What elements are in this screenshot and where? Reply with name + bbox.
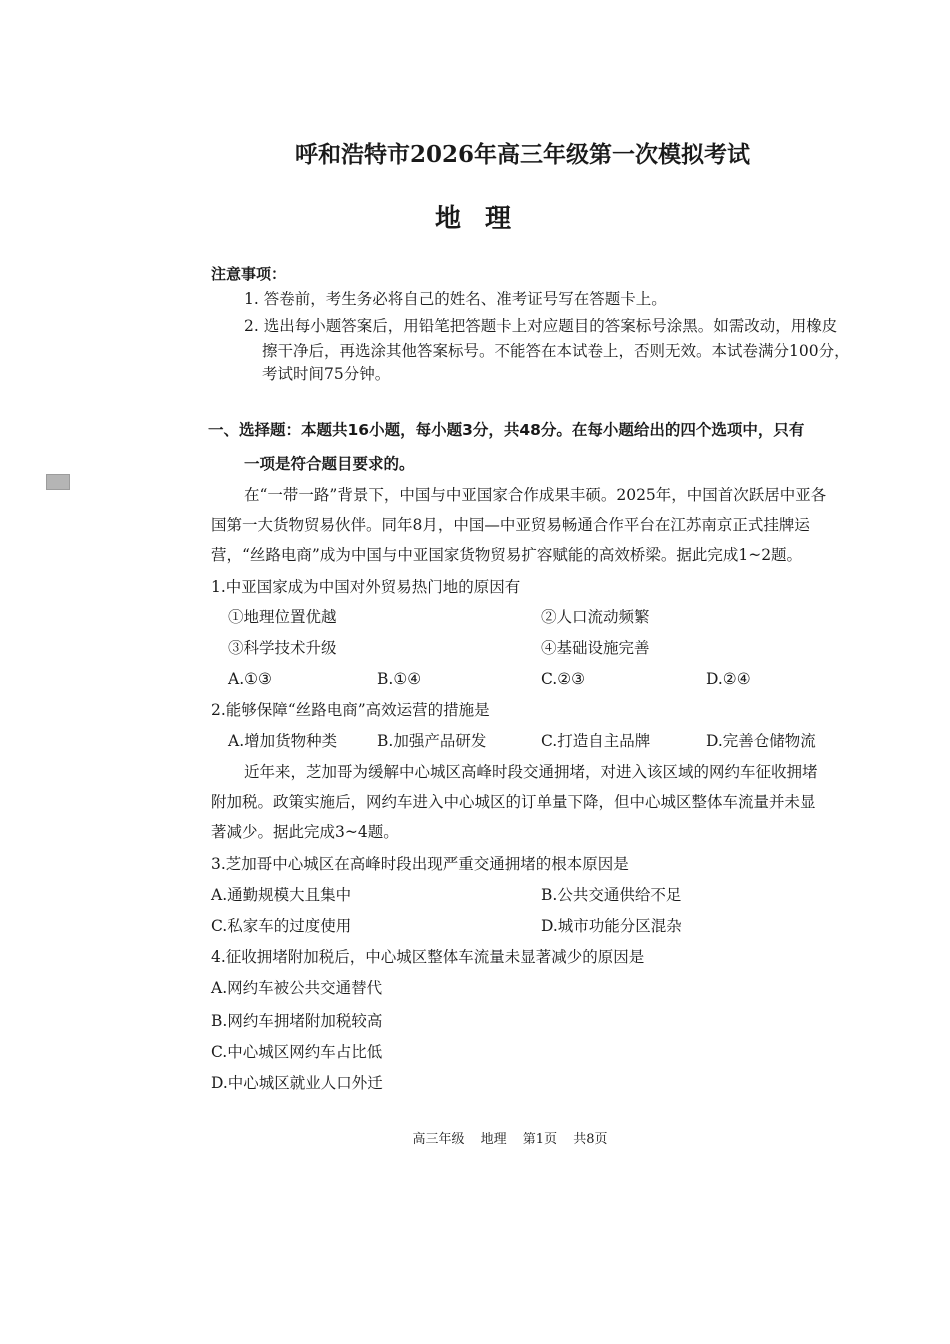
question-2-option-d: D.完善仓储物流	[706, 732, 816, 750]
question-4-option-a: A.网约车被公共交通替代	[211, 979, 383, 997]
question-3-option-b: B.公共交通供给不足	[541, 886, 682, 904]
notice-item-1: 1. 答卷前，考生务必将自己的姓名、准考证号写在答题卡上。	[244, 290, 667, 308]
passage-1-line-3: 营，“丝路电商”成为中国与中亚国家货物贸易扩容赋能的高效桥梁。据此完成1~2题。	[211, 546, 803, 564]
section-heading: 一、选择题：本题共16小题，每小题3分，共48分。在每小题给出的四个选项中，只有	[208, 421, 805, 439]
passage-1-line-1: 在“一带一路”背景下，中国与中亚国家合作成果丰硕。2025年，中国首次跃居中亚各	[244, 486, 827, 504]
passage-1-line-2: 国第一大货物贸易伙伴。同年8月，中国—中亚贸易畅通合作平台在江苏南京正式挂牌运	[211, 516, 810, 534]
exam-title: 呼和浩特市2026年高三年级第一次模拟考试	[294, 141, 750, 168]
footer-subject: 地理	[480, 1132, 507, 1147]
question-1-item-2: ②人口流动频繁	[541, 608, 650, 626]
question-3-option-a: A.通勤规模大且集中	[211, 886, 352, 904]
footer-total-pages: 共8页	[573, 1132, 608, 1147]
question-2-stem: 2.能够保障“丝路电商”高效运营的措施是	[211, 701, 490, 719]
notice-item-2-line-3: 考试时间75分钟。	[262, 365, 391, 383]
footer-page-number: 第1页	[522, 1132, 558, 1147]
passage-2-line-2: 附加税。政策实施后，网约车进入中心城区的订单量下降，但中心城区整体车流量并未显	[211, 793, 816, 811]
question-1-option-b: B.①④	[377, 670, 422, 688]
question-2-option-c: C.打造自主品牌	[541, 732, 651, 750]
scan-artifact	[46, 474, 70, 490]
notice-heading: 注意事项：	[211, 265, 287, 283]
question-3-stem: 3.芝加哥中心城区在高峰时段出现严重交通拥堵的根本原因是	[211, 855, 629, 873]
section-heading-continued: 一项是符合题目要求的。	[244, 455, 415, 473]
question-4-option-b: B.网约车拥堵附加税较高	[211, 1012, 383, 1030]
notice-item-2-line-1: 2. 选出每小题答案后，用铅笔把答题卡上对应题目的答案标号涂黑。如需改动，用橡皮	[244, 317, 838, 335]
notice-item-2-line-2: 擦干净后，再选涂其他答案标号。不能答在本试卷上，否则无效。本试卷满分100分，	[262, 342, 850, 360]
subject-title: 地理	[434, 204, 535, 234]
question-4-stem: 4.征收拥堵附加税后，中心城区整体车流量未显著减少的原因是	[211, 948, 645, 966]
question-2-option-a: A.增加货物种类	[228, 732, 338, 750]
question-1-item-3: ③科学技术升级	[228, 639, 337, 657]
question-4-option-c: C.中心城区网约车占比低	[211, 1043, 383, 1061]
question-1-option-a: A.①③	[228, 670, 272, 688]
page-footer	[0, 1128, 950, 1147]
question-1-option-c: C.②③	[541, 670, 586, 688]
question-1-item-4: ④基础设施完善	[541, 639, 650, 657]
question-1-option-d: D.②④	[706, 670, 751, 688]
footer-grade: 高三年级	[412, 1132, 465, 1147]
question-3-option-d: D.城市功能分区混杂	[541, 917, 682, 935]
question-3-option-c: C.私家车的过度使用	[211, 917, 352, 935]
question-1-stem: 1.中亚国家成为中国对外贸易热门地的原因有	[211, 578, 521, 596]
passage-2-line-1: 近年来，芝加哥为缓解中心城区高峰时段交通拥堵，对进入该区域的网约车征收拥堵	[244, 763, 818, 781]
question-2-option-b: B.加强产品研发	[377, 732, 487, 750]
question-4-option-d: D.中心城区就业人口外迁	[211, 1074, 383, 1092]
passage-2-line-3: 著减少。据此完成3~4题。	[211, 823, 399, 841]
question-1-item-1: ①地理位置优越	[228, 608, 337, 626]
